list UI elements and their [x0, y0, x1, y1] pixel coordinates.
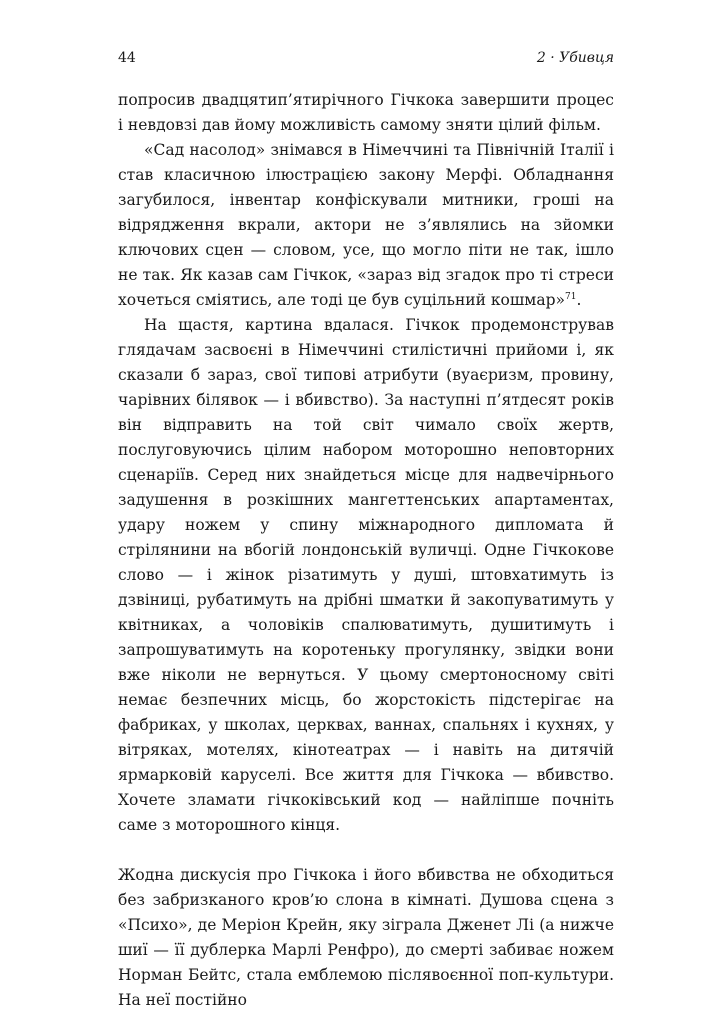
paragraph-text: попросив двадцятип’ятирічного Гічкока завершити процес і невдовзі дав йому можливість самому зняти цілий фільм. — [118, 91, 614, 134]
paragraph-text-end: . — [576, 291, 582, 309]
paragraph-text: На щастя, картина вдалася. Гічкок продемонстрував глядачам засвоєні в Німеччині стилістичні прийоми і, як сказали б зараз, свої типові атрибути (вуаєризм, провину, чарівних білявок — і вбивство). За наступні п’ятдесят років він відправить на той світ чимало своїх жертв, послуговуючись цілим набором моторошно неповторних сценаріїв. Серед них знайдеться місце для надвечірнього задушення в розкішних мангеттенських апартаментах, удару ножем у спину міжнародного дипломата й стрілянини на вбогій лондонській вуличці. Одне Гічкокове слово — і жінок різатимуть у душі, штовхатимуть із дзвіниці, рубатимуть на дрібні шматки й закопуватимуть у квітниках, а чоловіків спалюватимуть, душитимуть і запрошуватимуть на коротеньку прогулянку, звідки вони вже ніколи не вернуться. У цьому смертоносному світі немає безпечних місць, бо жорстокість підстерігає на фабриках, у школах, церквах, ваннах, спальнях і кухнях, у вітряках, мотелях, кінотеатрах — і навіть на дитячій ярмарковій каруселі. Все життя для Гічкока — вбивство. Хочете зламати гічкоківський код — найліпше почніть саме з моторошного кінця. — [118, 316, 614, 834]
paragraph-section-start — [118, 863, 614, 1013]
paragraph-continuation — [118, 88, 614, 138]
paragraph — [118, 313, 614, 838]
page-number: 44 — [118, 50, 136, 66]
paragraph-text: «Сад насолод» знімався в Німеччині та Північній Італії і став класичною ілюстрацією закону Мерфі. Обладнання загубилося, інвентар конфіскували митники, гроші на відрядження вкрали, актори не з’являлись на зйомки ключових сцен — словом, усе, що могло піти не так, ішло не так. Як казав сам Гічкок, «зараз від згадок про ті стреси хочеться сміятись, але тоді це був суцільний кошмар» — [118, 141, 614, 309]
page-header — [118, 50, 614, 70]
footnote-marker: 71 — [565, 291, 577, 302]
body-text — [118, 88, 614, 1013]
paragraph-text: Жодна дискусія про Гічкока і його вбивства не обходиться без забризканого кров’ю слона в кімнаті. Душова сцена з «Психо», де Меріон Крейн, яку зіграла Дженет Лі (а нижче шиї — її дублерка Марлі Ренфро), до смерті забиває ножем Норман Бейтс, стала емблемою післявоєнної поп-культури. На неї постійно — [118, 866, 614, 1009]
paragraph — [118, 138, 614, 313]
running-head: 2 · Убивця — [536, 50, 614, 66]
